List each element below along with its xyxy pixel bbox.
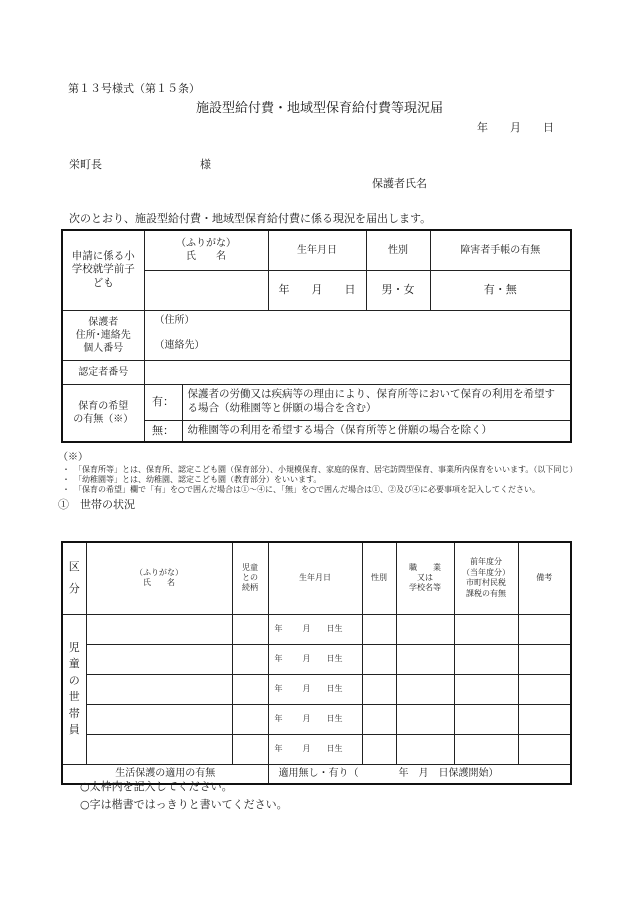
member-name-input[interactable] xyxy=(86,614,232,644)
member-remarks-input[interactable] xyxy=(518,614,571,644)
month-label: 月 xyxy=(302,683,311,693)
wish-yes-text: 保護者の労働又は疾病等の理由により、保育所等において保育の利用を希望する場合（幼稚園等と併願の場合を含む） xyxy=(182,384,571,420)
member-relation-input[interactable] xyxy=(232,734,268,764)
year-label: 年 xyxy=(274,713,283,723)
guardian-name-label: 保護者氏名 xyxy=(372,177,427,190)
note-item: ・ 「幼稚園等」とは、幼稚園、認定こども園（教育部分）をいいます。 xyxy=(62,475,322,485)
member-occupation-input[interactable] xyxy=(396,614,454,644)
note-item: ・ 「保育の希望」欄で「有」を○で囲んだ場合は①～④に、「無」を○で囲んだ場合は①、②及び④に必要事項を記入してください。 xyxy=(62,485,540,495)
year-label: 年 xyxy=(274,653,283,663)
month-label: 月 xyxy=(302,743,311,753)
month-label: 月 xyxy=(302,623,311,633)
member-tax-input[interactable] xyxy=(454,644,518,674)
member-relation-input[interactable] xyxy=(232,674,268,704)
wish-yes-option[interactable]: 有： xyxy=(144,384,182,420)
guardian-label-2: 住所･連絡先 xyxy=(75,329,131,341)
member-name-header xyxy=(86,542,232,614)
member-remarks-input[interactable] xyxy=(518,644,571,674)
side-char: 世 xyxy=(68,690,80,703)
child-birth-input[interactable]: 年 月 日 xyxy=(268,270,366,310)
side-char: 員 xyxy=(68,723,80,736)
member-tax-input[interactable] xyxy=(454,704,518,734)
member-birth-input[interactable] xyxy=(268,614,362,644)
tax-line: 前年度分 xyxy=(470,557,502,567)
relation-header xyxy=(232,542,268,614)
guardian-label-1: 保護者 xyxy=(88,316,119,328)
address-label: （住所） xyxy=(154,314,195,326)
member-occupation-input[interactable] xyxy=(396,734,454,764)
furigana-label: （ふりがな） xyxy=(135,567,183,577)
member-name-input[interactable] xyxy=(86,704,232,734)
occupation-header xyxy=(396,542,454,614)
wish-no-option[interactable]: 無： xyxy=(144,420,182,442)
month-label: 月 xyxy=(302,653,311,663)
tax-line: 課税の有無 xyxy=(466,588,506,598)
member-occupation-input[interactable] xyxy=(396,704,454,734)
member-birth-input[interactable] xyxy=(268,644,362,674)
member-remarks-input[interactable] xyxy=(518,734,571,764)
household-side-label xyxy=(62,614,86,764)
application-table xyxy=(61,229,572,443)
year-label: 年 xyxy=(274,743,283,753)
day-label: 日生 xyxy=(326,623,343,633)
name-label: 氏 名 xyxy=(143,578,175,588)
member-relation-input[interactable] xyxy=(232,704,268,734)
name-label: 氏 名 xyxy=(186,251,226,263)
honorific: 様 xyxy=(200,158,211,171)
guardian-info-input[interactable] xyxy=(144,310,571,360)
contact-label: （連絡先） xyxy=(154,339,205,351)
form-number: 第１３号様式（第１５条） xyxy=(68,82,200,95)
relation-line: 続柄 xyxy=(242,583,258,593)
member-tax-input[interactable] xyxy=(454,614,518,644)
intro-text: 次のとおり、施設型給付費・地域型保育給付費に係る現況を届出します。 xyxy=(69,212,432,225)
kubun-header xyxy=(62,542,86,614)
member-occupation-input[interactable] xyxy=(396,644,454,674)
member-remarks-input[interactable] xyxy=(518,674,571,704)
relation-line: との xyxy=(242,573,258,583)
side-char: 児 xyxy=(68,640,80,654)
member-gender-header: 性別 xyxy=(362,542,396,614)
furigana-label: （ふりがな） xyxy=(176,238,236,250)
guardian-label-3: 個人番号 xyxy=(83,342,124,354)
child-label: 申請に係る小学校就学前子ども xyxy=(62,230,144,310)
member-tax-input[interactable] xyxy=(454,734,518,764)
tax-header xyxy=(454,542,518,614)
care-wish-label-2: の有無（※） xyxy=(73,413,134,425)
tax-line: 市町村民税 xyxy=(466,578,506,588)
day-label: 日生 xyxy=(326,683,343,693)
household-table xyxy=(61,541,572,785)
welfare-select[interactable]: 適用無し・有り（ 年 月 日保護開始） xyxy=(268,764,571,784)
member-remarks-input[interactable] xyxy=(518,704,571,734)
year-label: 年 xyxy=(274,683,283,693)
member-gender-input[interactable] xyxy=(362,704,396,734)
remarks-header: 備考 xyxy=(518,542,571,614)
tax-line: （当年度分） xyxy=(462,567,510,577)
care-wish-label xyxy=(62,384,144,442)
side-char: の xyxy=(68,673,80,687)
kubun-char: 分 xyxy=(68,582,80,596)
occupation-line: 職 業 xyxy=(409,562,441,572)
disability-select[interactable]: 有・無 xyxy=(430,270,571,310)
side-char: 童 xyxy=(68,657,80,670)
member-gender-input[interactable] xyxy=(362,644,396,674)
member-birth-input[interactable] xyxy=(268,734,362,764)
member-name-input[interactable] xyxy=(86,674,232,704)
certified-number-input[interactable] xyxy=(144,360,571,384)
day-label: 日生 xyxy=(326,743,343,753)
month-label: 月 xyxy=(302,713,311,723)
occupation-line: 又は xyxy=(417,573,433,583)
member-gender-input[interactable] xyxy=(362,674,396,704)
footer-note-2: ○字は楷書ではっきりと書いてください。 xyxy=(80,798,288,811)
certified-number-label: 認定者番号 xyxy=(62,360,144,384)
side-char: 帯 xyxy=(68,706,80,720)
day-label: 日生 xyxy=(326,713,343,723)
guardian-label xyxy=(62,310,144,360)
member-birth-input[interactable] xyxy=(268,674,362,704)
day-label: 日生 xyxy=(326,653,343,663)
kubun-char: 区 xyxy=(68,559,80,573)
child-name-header xyxy=(144,230,268,270)
page-title: 施設型給付費・地域型保育給付費等現況届 xyxy=(196,101,444,116)
addressee: 栄町長 xyxy=(69,158,102,171)
member-relation-input[interactable] xyxy=(232,644,268,674)
gender-header: 性別 xyxy=(366,230,430,270)
note-item: ・ 「保育所等」とは、保育所、認定こども園（保育部分）、小規模保育、家庭的保育、居宅訪問型保育、事業所内保育をいいます。（以下同じ） xyxy=(62,464,578,474)
notes-mark: （※） xyxy=(58,452,88,463)
wish-no-text: 幼稚園等の利用を希望する場合（保育所等と併願の場合を除く） xyxy=(182,420,571,442)
member-name-input[interactable] xyxy=(86,734,232,764)
member-birth-input[interactable] xyxy=(268,704,362,734)
member-birth-header: 生年月日 xyxy=(268,542,362,614)
welfare-label: 生活保護の適用の有無 xyxy=(62,764,268,784)
year-label: 年 xyxy=(274,623,283,633)
member-relation-input[interactable] xyxy=(232,614,268,644)
footer-note-1: ○太枠内を記入してください。 xyxy=(80,780,233,793)
member-gender-input[interactable] xyxy=(362,614,396,644)
disability-header: 障害者手帳の有無 xyxy=(430,230,571,270)
care-wish-label-1: 保育の希望 xyxy=(78,400,129,412)
occupation-line: 学校名等 xyxy=(409,583,441,593)
member-gender-input[interactable] xyxy=(362,734,396,764)
section-title: ① 世帯の状況 xyxy=(58,497,135,511)
member-name-input[interactable] xyxy=(86,644,232,674)
birth-header: 生年月日 xyxy=(268,230,366,270)
submission-date[interactable]: 年 月 日 xyxy=(477,121,554,134)
relation-line: 児童 xyxy=(242,562,258,572)
member-occupation-input[interactable] xyxy=(396,674,454,704)
member-tax-input[interactable] xyxy=(454,674,518,704)
notes-section xyxy=(58,452,578,512)
child-name-input[interactable] xyxy=(144,270,268,310)
child-gender-select[interactable]: 男・女 xyxy=(366,270,430,310)
